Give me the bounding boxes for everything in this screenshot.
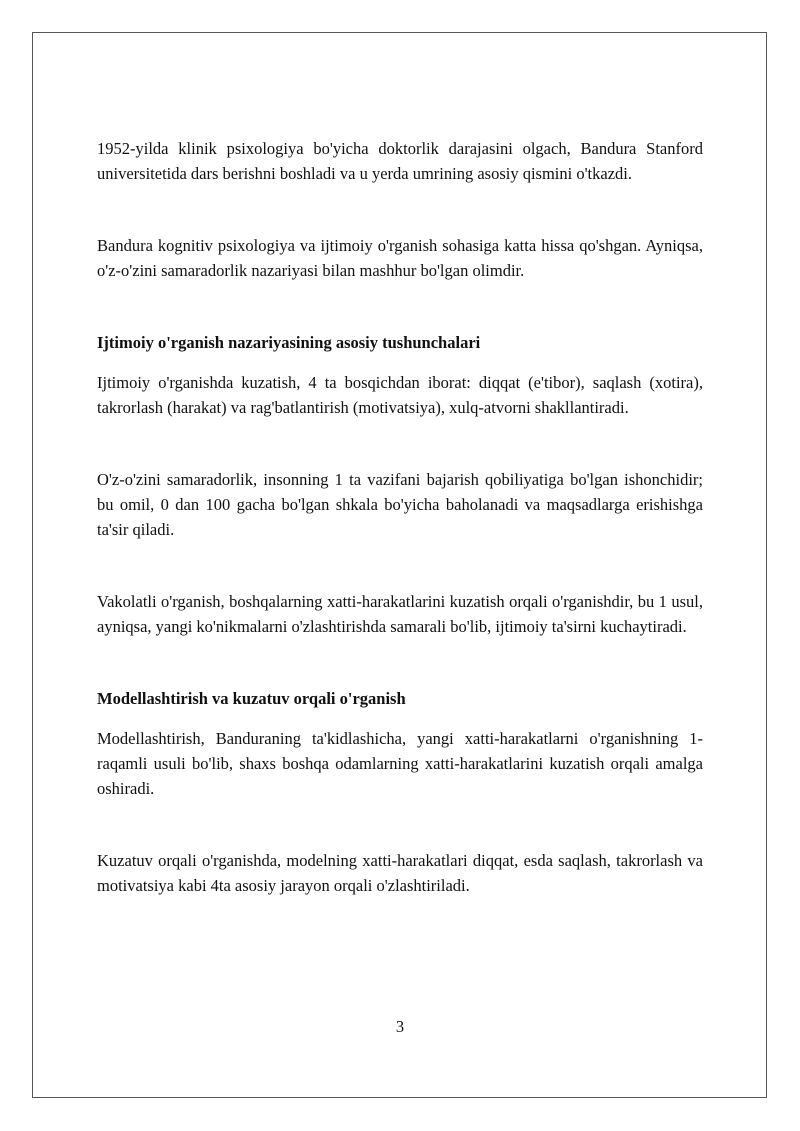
paragraph-observation-stages: Ijtimoiy o'rganishda kuzatish, 4 ta bosqichdan iborat: diqqat (e'tibor), saqlash (xotira), takrorlash (harakat) va rag'batlantirish (motivatsiya), xulq-atvorni shakllantiradi. xyxy=(97,373,703,417)
document-body xyxy=(97,136,703,898)
paragraph-self-efficacy: O'z-o'zini samaradorlik, insonning 1 ta vazifani bajarish qobiliyatiga bo'lgan ishonchidir; bu omil, 0 dan 100 gacha bo'lgan shkala bo'yicha baholanadi va maqsadlarga erishishga ta'sir qiladi. xyxy=(97,470,703,539)
section-heading-social-learning: Ijtimoiy o'rganish nazariyasining asosiy tushunchalari xyxy=(97,333,481,352)
section-heading-modeling: Modellashtirish va kuzatuv orqali o'rganish xyxy=(97,689,406,708)
paragraph-bandura-stanford: 1952-yilda klinik psixologiya bo'yicha doktorlik darajasini olgach, Bandura Stanford universitetida dars berishni boshladi va u yerda umrining asosiy qismini o'tkazdi. xyxy=(97,139,703,183)
paragraph-bandura-contribution: Bandura kognitiv psixologiya va ijtimoiy o'rganish sohasiga katta hissa qo'shgan. Ayniqsa, o'z-o'zini samaradorlik nazariyasi bilan mashhur bo'lgan olimdir. xyxy=(97,236,703,280)
page-number: 3 xyxy=(395,1017,405,1036)
paragraph-vicarious-learning: Vakolatli o'rganish, boshqalarning xatti-harakatlarini kuzatish orqali o'rganishdir, bu 1 usul, ayniqsa, yangi ko'nikmalarni o'zlashtirishda samarali bo'lib, ijtimoiy ta'sirni kuchaytiradi. xyxy=(97,592,703,636)
paragraph-modeling: Modellashtirish, Banduraning ta'kidlashicha, yangi xatti-harakatlarni o'rganishning 1-raqamli usuli bo'lib, shaxs boshqa odamlarning xatti-harakatlarini kuzatish orqali amalga oshiradi. xyxy=(97,729,703,798)
paragraph-observational-learning: Kuzatuv orqali o'rganishda, modelning xatti-harakatlari diqqat, esda saqlash, takrorlash va motivatsiya kabi 4ta asosiy jarayon orqali o'zlashtiriladi. xyxy=(97,851,703,895)
